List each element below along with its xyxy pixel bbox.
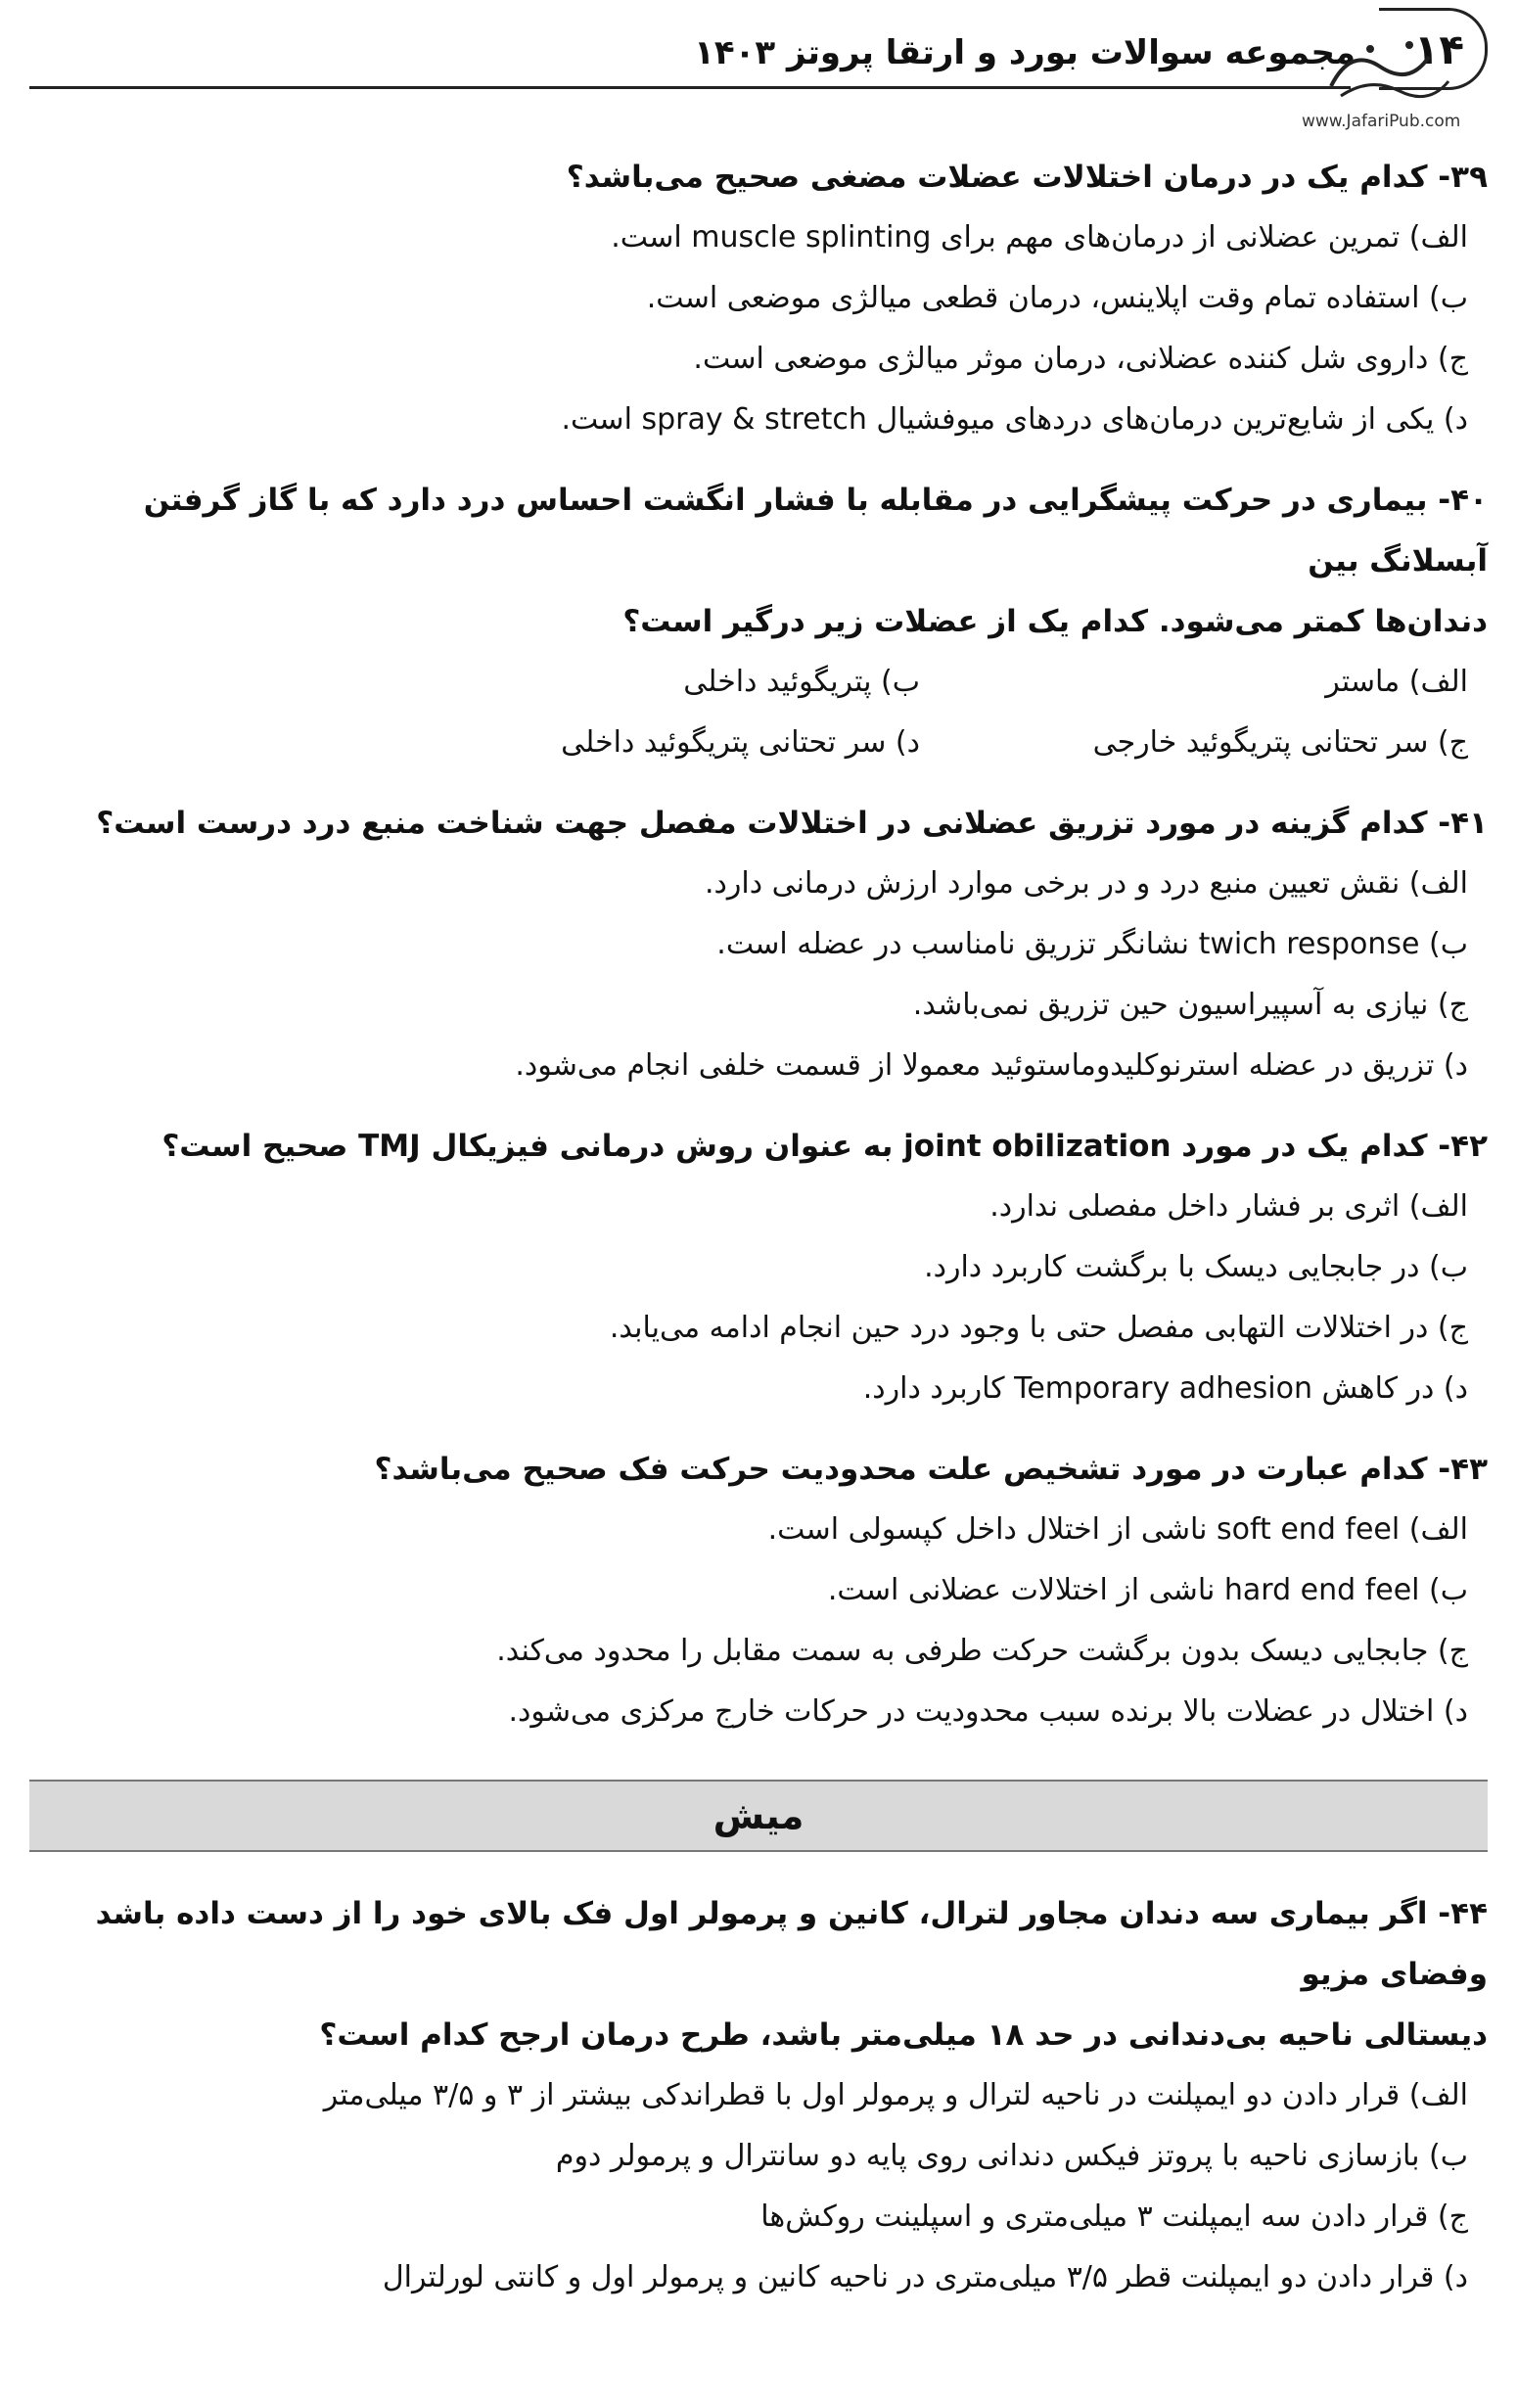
question-stem: ۴۱- کدام گزینه در مورد تزریق عضلانی در اختلالات مفصل جهت شناخت منبع درد درست است؟ [96, 806, 1488, 841]
option-a: الف) نقش تعیین منبع درد و در برخی موارد ارزش درمانی دارد. [705, 866, 1468, 901]
option-b: ب) twich response نشانگر تزریق نامناسب در عضله است. [716, 927, 1468, 961]
publisher-logo-icon [1311, 27, 1458, 106]
option-b: ب) بازسازی ناحیه با پروتز فیکس دندانی روی پایه دو سانترال و پرمولر دوم [555, 2139, 1468, 2173]
option-c: ج) نیازی به آسپیراسیون حین تزریق نمی‌باشد. [912, 988, 1468, 1022]
question-stem-line1: ۴۴- اگر بیماری سه دندان مجاور لترال، کانین و پرمولر اول فک بالای خود را از دست داده باشد وفضای مزیو [95, 1896, 1488, 1992]
option-b: ب) استفاده تمام وقت اپلاینس، درمان قطعی میالژی موضعی است. [646, 281, 1468, 315]
page-header [29, 8, 1488, 131]
question-stem-line2: دندان‌ها کمتر می‌شود. کدام یک از عضلات زیر درگیر است؟ [622, 604, 1488, 639]
option-a: الف) تمرین عضلانی از درمان‌های مهم برای muscle splinting است. [611, 220, 1468, 255]
questions-content [29, 147, 1488, 2328]
question-stem: ۴۳- کدام عبارت در مورد تشخیص علت محدودیت حرکت فک صحیح می‌باشد؟ [374, 1452, 1488, 1487]
option-d: د) تزریق در عضله استرنوکلیدوماستوئید معمولا از قسمت خلفی انجام می‌شود. [515, 1048, 1468, 1083]
question-stem-line1: ۴۰- بیماری در حرکت پیشگرایی در مقابله با فشار انگشت احساس درد دارد که با گاز گرفتن آبسلانگ بین [143, 483, 1488, 579]
question-41 [29, 793, 1488, 1096]
option-a: الف) soft end feel ناشی از اختلال داخل کپسولی است. [767, 1512, 1468, 1547]
question-39 [29, 147, 1488, 450]
option-d: د) اختلال در عضلات بالا برنده سبب محدودیت در حرکات خارج مرکزی می‌شود. [508, 1694, 1468, 1729]
header-rule [29, 86, 1351, 89]
option-d: د) سر تحتانی پتریگوئید داخلی [561, 725, 920, 760]
option-b: ب) در جابجایی دیسک با برگشت کاربرد دارد. [924, 1250, 1468, 1284]
option-d: د) یکی از شایع‌ترین درمان‌های دردهای میوفشیال spray & stretch است. [561, 402, 1468, 437]
option-a: الف) اثری بر فشار داخل مفصلی ندارد. [989, 1189, 1468, 1224]
question-44 [29, 1883, 1488, 2308]
option-c: ج) در اختلالات التهابی مفصل حتی با وجود درد حین انجام ادامه می‌یابد. [609, 1311, 1468, 1345]
section-header-bar [29, 1780, 1488, 1852]
option-c: ج) سر تحتانی پتریگوئید خارجی [1092, 725, 1468, 760]
option-b: ب) پتریگوئید داخلی [683, 665, 920, 699]
option-d: د) در کاهش Temporary adhesion کاربرد دارد. [862, 1371, 1468, 1406]
option-c: ج) قرار دادن سه ایمپلنت ۳ میلی‌متری و اسپلینت روکش‌ها [760, 2200, 1468, 2234]
option-c: ج) داروی شل کننده عضلانی، درمان موثر میالژی موضعی است. [693, 342, 1468, 376]
question-43 [29, 1439, 1488, 1742]
question-40 [29, 470, 1488, 773]
book-title: مجموعه سوالات بورد و ارتقا پروتز ۱۴۰۳ [694, 33, 1356, 72]
option-a: الف) ماستر [1325, 665, 1468, 699]
publisher-url: www.JafariPub.com [1302, 112, 1461, 131]
option-a: الف) قرار دادن دو ایمپلنت در ناحیه لترال و پرمولر اول با قطراندکی بیشتر از ۳ و ۳/۵ میلی‌متر [323, 2078, 1468, 2112]
question-42 [29, 1116, 1488, 1419]
options-row-1 [29, 652, 1468, 713]
option-c: ج) جابجایی دیسک بدون برگشت حرکت طرفی به سمت مقابل را محدود می‌کند. [496, 1634, 1468, 1668]
option-d: د) قرار دادن دو ایمپلنت قطر ۳/۵ میلی‌متری در ناحیه کانین و پرمولر اول و کانتی لورلترال [382, 2260, 1468, 2294]
question-stem: ۴۲- کدام یک در مورد joint obilization به عنوان روش درمانی فیزیکال TMJ صحیح است؟ [161, 1129, 1488, 1164]
question-stem: ۳۹- کدام یک در درمان اختلالات عضلات مضغی صحیح می‌باشد؟ [566, 160, 1488, 195]
page-number: ۱۴ [1413, 25, 1464, 73]
option-b: ب) hard end feel ناشی از اختلالات عضلانی است. [827, 1573, 1468, 1607]
question-stem-line2: دیستالی ناحیه بی‌دندانی در حد ۱۸ میلی‌متر باشد، طرح درمان ارجح کدام است؟ [319, 2017, 1488, 2053]
options-row-2 [29, 713, 1468, 773]
section-title: میش [713, 1794, 804, 1837]
